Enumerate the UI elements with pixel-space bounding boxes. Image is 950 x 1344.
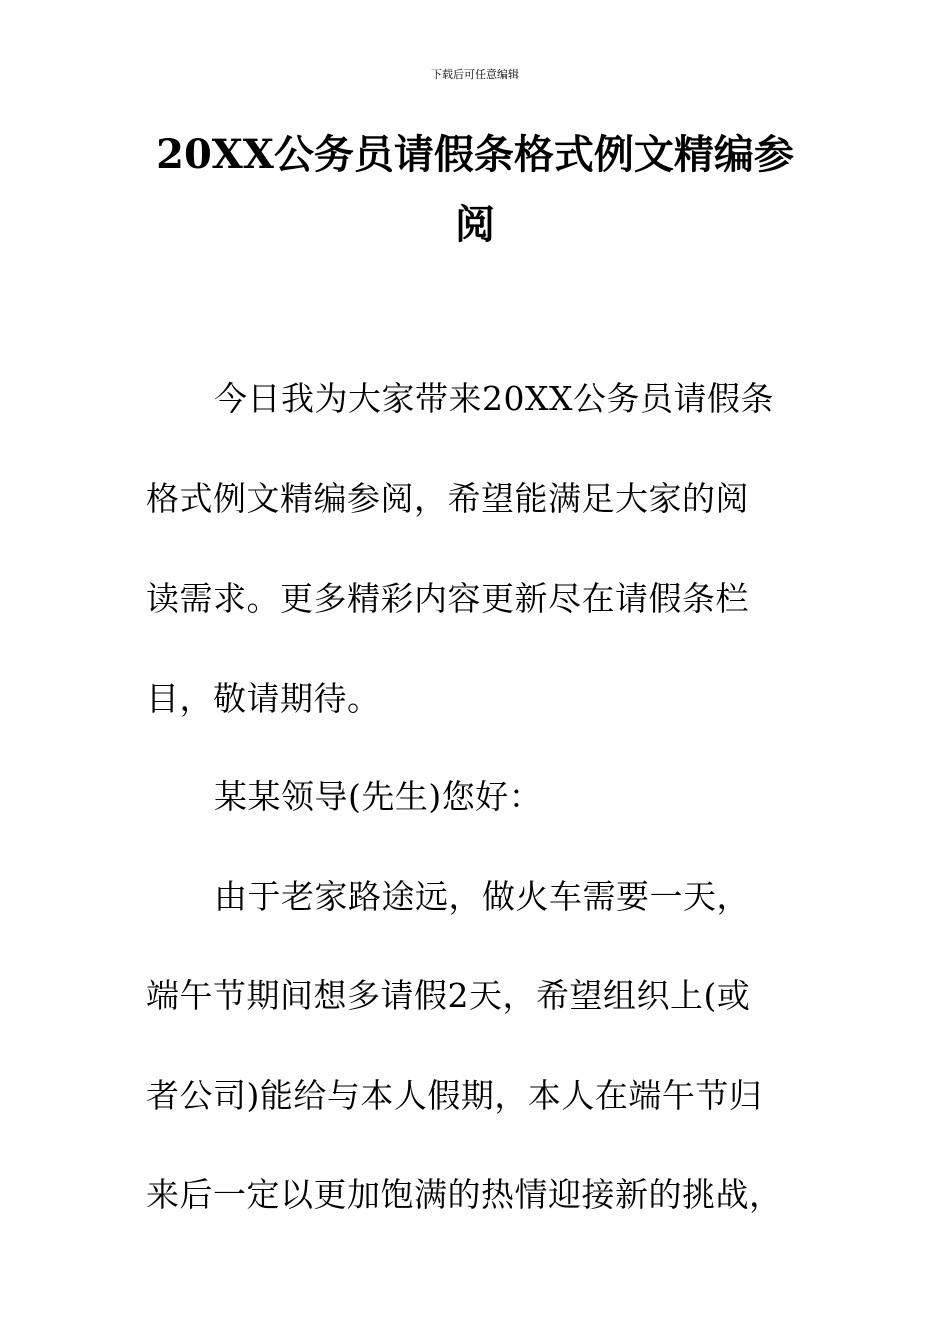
- body-line-1: 今日我为大家带来20XX公务员请假条: [214, 379, 774, 418]
- document-title-line-1: 20XX公务员请假条格式例文精编参: [156, 131, 794, 178]
- greeting-line: 某某领导(先生)您好：: [214, 777, 543, 816]
- body-line-9: 来后一定以更加饱满的热情迎接新的挑战，: [146, 1175, 783, 1214]
- body-line-3: 读需求。更多精彩内容更新尽在请假条栏: [146, 579, 749, 618]
- body-line-4: 目，敬请期待。: [146, 679, 381, 718]
- body-line-6: 由于老家路途远，做火车需要一天，: [214, 877, 750, 916]
- body-line-8: 者公司)能给与本人假期，本人在端午节归: [146, 1076, 763, 1115]
- body-line-7: 端午节期间想多请假2天，希望组织上(或: [146, 976, 751, 1015]
- document-title-line-2: 阅: [455, 201, 495, 248]
- header-note: 下载后可任意编辑: [431, 68, 519, 81]
- body-line-2: 格式例文精编参阅，希望能满足大家的阅: [146, 479, 749, 518]
